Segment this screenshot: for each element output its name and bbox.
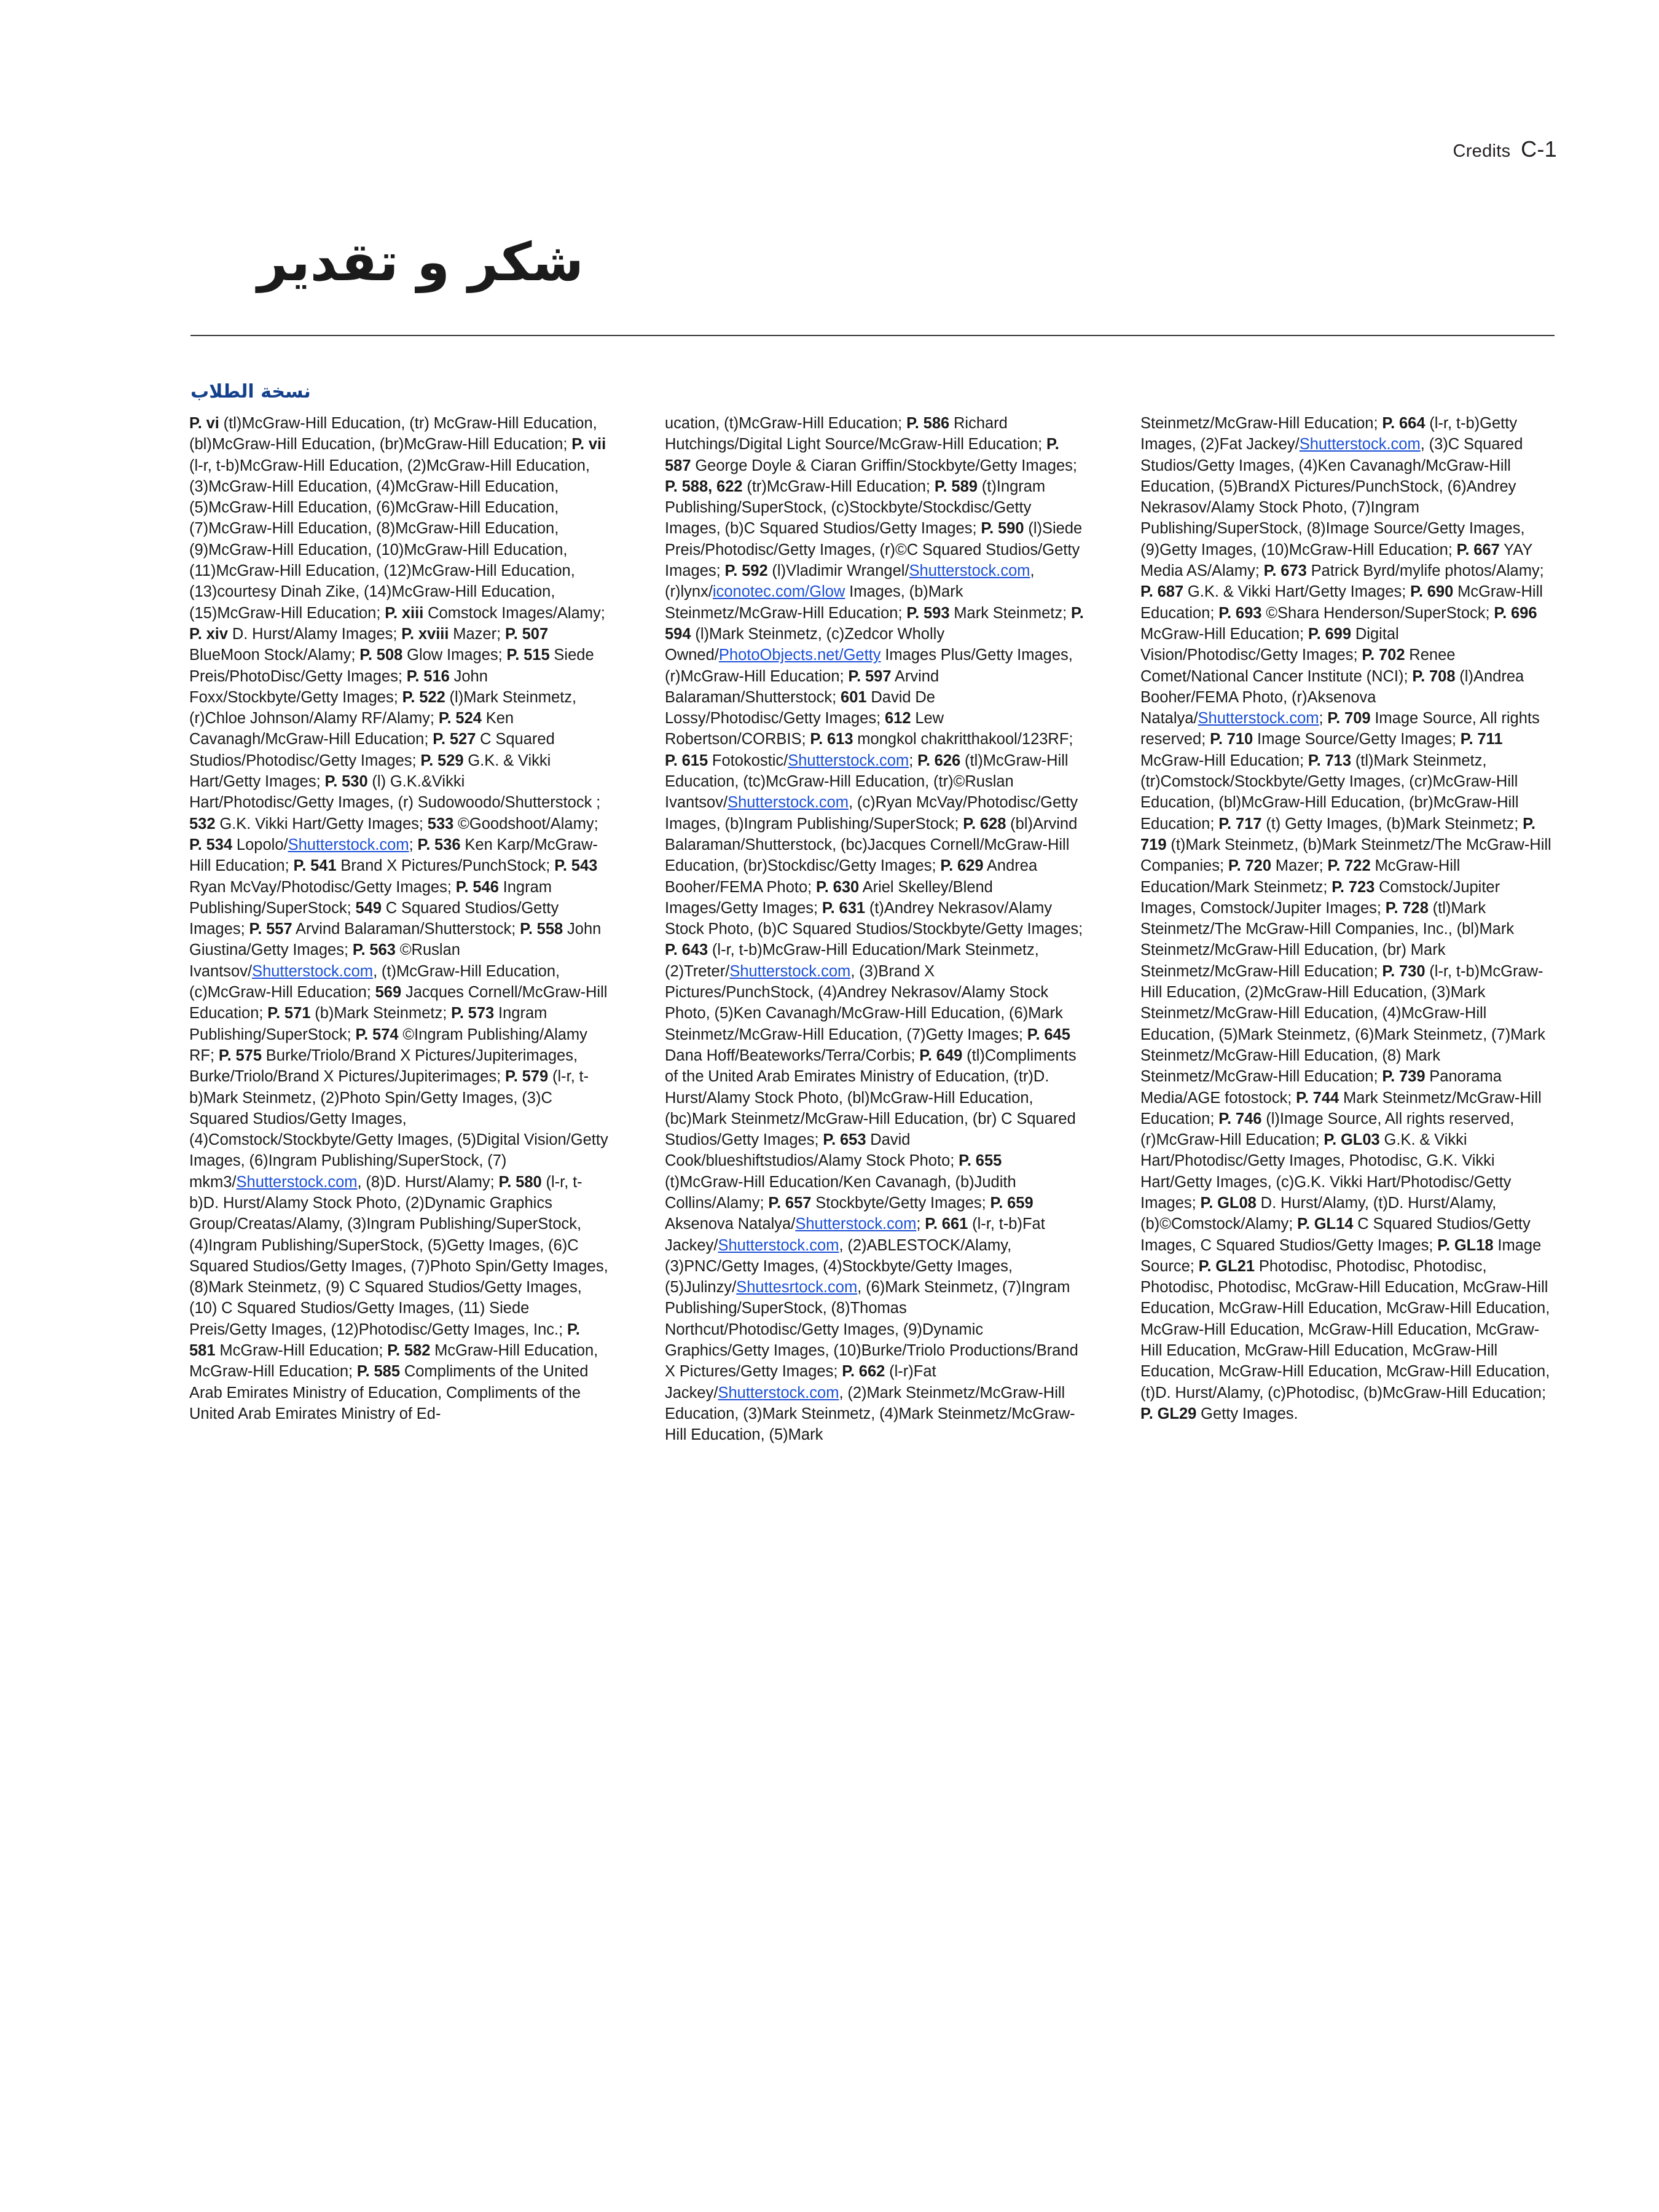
credits-text-3: Steinmetz/McGraw-Hill Education; P. 664 (l-r, t-b)Getty Images, (2)Fat Jackey/Shutterstock.com, (3)C Squared Studios/Getty Images, (4)Ken Cavanagh/McGraw-Hill Education, (5)BrandX Pictures/PunchStock, (6)Andrey Nekrasov/Alamy Stock Photo, (7)Ingram Publishing/SuperStock, (8)Image Source/Getty Images, (9)Getty Images, (10)McGraw-Hill Education; P. 667 YAY Media AS/Alamy; P. 673 Patrick Byrd/mylife photos/Alamy; P. 687 G.K. & Vikki Hart/Getty Images; P. 690 McGraw-Hill Education; P. 693 ©Shara Henderson/SuperStock; P. 696 McGraw-Hill Education; P. 699 Digital Vision/Photodisc/Getty Images; P. 702 Renee Comet/National Cancer Institute (NCI); P. 708 (l)Andrea Booher/FEMA Photo, (r)Aksenova Natalya/Shutterstock.com; P. 709 Image Source, All rights reserved; P. 710 Image Source/Getty Images; P. 711 McGraw-Hill Education; P. 713 (tl)Mark Steinmetz, (tr)Comstock/Stockbyte/Getty Images, (cr)McGraw-Hill Education, (bl)McGraw-Hill Education, (br)McGraw-Hill Education; P. 717 (t) Getty Images, (b)Mark Steinmetz; P. 719 (t)Mark Steinmetz, (b)Mark Steinmetz/The McGraw-Hill Companies; P. 720 Mazer; P. 722 McGraw-Hill Education/Mark Steinmetz; P. 723 Comstock/Jupiter Images, Comstock/Jupiter Images; P. 728 (tl)Mark Steinmetz/The McGraw-Hill Companies, Inc., (bl)Mark Steinmetz/McGraw-Hill Education, (br) Mark Steinmetz/McGraw-Hill Education; P. 730 (l-r, t-b)McGraw-Hill Education, (2)McGraw-Hill Education, (3)Mark Steinmetz/McGraw-Hill Education, (4)McGraw-Hill Education, (5)Mark Steinmetz, (6)Mark Steinmetz, (7)Mark Steinmetz/McGraw-Hill Education, (8) Mark Steinmetz/McGraw-Hill Education; P. 739 Panorama Media/AGE fotostock; P. 744 Mark Steinmetz/McGraw-Hill Education; P. 746 (l)Image Source, All rights reserved, (r)McGraw-Hill Education; P. GL03 G.K. & Vikki Hart/Photodisc/Getty Images, Photodisc, G.K. Vikki Hart/Getty Images, (c)G.K. Vikki Hart/Photodisc/Getty Images; P. GL08 D. Hurst/Alamy, (t)D. Hurst/Alamy, (b)©Comstock/Alamy; P. GL14 C Squared Studios/Getty Images, C Squared Studios/Getty Images; P. GL18 Image Source; P. GL21 Photodisc, Photodisc, Photodisc, Photodisc, Photodisc, McGraw-Hill Education, McGraw-Hill Education, McGraw-Hill Education, McGraw-Hill Education, McGraw-Hill Education, McGraw-Hill Education, McGraw-Hill Education, McGraw-Hill Education, McGraw-Hill Education, McGraw-Hill Education, McGraw-Hill Education, (t)D. Hurst/Alamy, (c)Photodisc, (b)McGraw-Hill Education; P. GL29 Getty Images. (1140, 415, 1551, 1422)
credits-columns (189, 413, 1559, 1446)
credits-column-2 (665, 413, 1084, 1446)
header-page-number: C-1 (1521, 136, 1557, 162)
section-subtitle: نسخة الطلاب (190, 381, 311, 402)
credits-text-2: ucation, (t)McGraw-Hill Education; P. 586 Richard Hutchings/Digital Light Source/McGraw-Hill Education; P. 587 George Doyle & Ciaran Griffin/Stockbyte/Getty Images; P. 588, 622 (tr)McGraw-Hill Education; P. 589 (t)Ingram Publishing/SuperStock, (c)Stockbyte/Stockdisc/Getty Images, (b)C Squared Studios/Getty Images; P. 590 (l)Siede Preis/Photodisc/Getty Images, (r)©C Squared Studios/Getty Images; P. 592 (l)Vladimir Wrangel/Shutterstock.com, (r)lynx/iconotec.com/Glow Images, (b)Mark Steinmetz/McGraw-Hill Education; P. 593 Mark Steinmetz; P. 594 (l)Mark Steinmetz, (c)Zedcor Wholly Owned/PhotoObjects.net/Getty Images Plus/Getty Images, (r)McGraw-Hill Education; P. 597 Arvind Balaraman/Shutterstock; 601 David De Lossy/Photodisc/Getty Images; 612 Lew Robertson/CORBIS; P. 613 mongkol chakritthakool/123RF; P. 615 Fotokostic/Shutterstock.com; P. 626 (tl)McGraw-Hill Education, (tc)McGraw-Hill Education, (tr)©Ruslan Ivantsov/Shutterstock.com, (c)Ryan McVay/Photodisc/Getty Images, (b)Ingram Publishing/SuperStock; P. 628 (bl)Arvind Balaraman/Shutterstock, (bc)Jacques Cornell/McGraw-Hill Education, (br)Stockdisc/Getty Images; P. 629 Andrea Booher/FEMA Photo; P. 630 Ariel Skelley/Blend Images/Getty Images; P. 631 (t)Andrey Nekrasov/Alamy Stock Photo, (b)C Squared Studios/Stockbyte/Getty Images; P. 643 (l-r, t-b)McGraw-Hill Education/Mark Steinmetz, (2)Treter/Shutterstock.com, (3)Brand X Pictures/PunchStock, (4)Andrey Nekrasov/Alamy Stock Photo, (5)Ken Cavanagh/McGraw-Hill Education, (6)Mark Steinmetz/McGraw-Hill Education, (7)Getty Images; P. 645 Dana Hoff/Beateworks/Terra/Corbis; P. 649 (tl)Compliments of the United Arab Emirates Ministry of Education, (tr)D. Hurst/Alamy Stock Photo, (bl)McGraw-Hill Education, (bc)Mark Steinmetz/McGraw-Hill Education, (br) C Squared Studios/Getty Images; P. 653 David Cook/blueshiftstudios/Alamy Stock Photo; P. 655 (t)McGraw-Hill Education/Ken Cavanagh, (b)Judith Collins/Alamy; P. 657 Stockbyte/Getty Images; P. 659 Aksenova Natalya/Shutterstock.com; P. 661 (l-r, t-b)Fat Jackey/Shutterstock.com, (2)ABLESTOCK/Alamy, (3)PNC/Getty Images, (4)Stockbyte/Getty Images, (5)Julinzy/Shuttesrtock.com, (6)Mark Steinmetz, (7)Ingram Publishing/SuperStock, (8)Thomas Northcut/Photodisc/Getty Images, (9)Dynamic Graphics/Getty Images, (10)Burke/Triolo Productions/Brand X Pictures/Getty Images; P. 662 (l-r)Fat Jackey/Shutterstock.com, (2)Mark Steinmetz/McGraw-Hill Education, (3)Mark Steinmetz, (4)Mark Steinmetz/McGraw-Hill Education, (5)Mark (665, 415, 1084, 1444)
page-title: شكر و تقدير (257, 232, 584, 293)
credits-text-1: P. vi (tl)McGraw-Hill Education, (tr) McGraw-Hill Education, (bl)McGraw-Hill Education, (br)McGraw-Hill Education; P. vii (l-r, t-b)McGraw-Hill Education, (2)McGraw-Hill Education, (3)McGraw-Hill Education, (4)McGraw-Hill Education, (5)McGraw-Hill Education, (6)McGraw-Hill Education, (7)McGraw-Hill Education, (8)McGraw-Hill Education, (9)McGraw-Hill Education, (10)McGraw-Hill Education, (11)McGraw-Hill Education, (12)McGraw-Hill Education, (13)courtesy Dinah Zike, (14)McGraw-Hill Education, (15)McGraw-Hill Education; P. xiii Comstock Images/Alamy; P. xiv D. Hurst/Alamy Images; P. xviii Mazer; P. 507 BlueMoon Stock/Alamy; P. 508 Glow Images; P. 515 Siede Preis/PhotoDisc/Getty Images; P. 516 John Foxx/Stockbyte/Getty Images; P. 522 (l)Mark Steinmetz, (r)Chloe Johnson/Alamy RF/Alamy; P. 524 Ken Cavanagh/McGraw-Hill Education; P. 527 C Squared Studios/Photodisc/Getty Images; P. 529 G.K. & Vikki Hart/Getty Images; P. 530 (l) G.K.&Vikki Hart/Photodisc/Getty Images, (r) Sudowoodo/Shutterstock ; 532 G.K. Vikki Hart/Getty Images; 533 ©Goodshoot/Alamy; P. 534 Lopolo/Shutterstock.com; P. 536 Ken Karp/McGraw-Hill Education; P. 541 Brand X Pictures/PunchStock; P. 543 Ryan McVay/Photodisc/Getty Images; P. 546 Ingram Publishing/SuperStock; 549 C Squared Studios/Getty Images; P. 557 Arvind Balaraman/Shutterstock; P. 558 John Giustina/Getty Images; P. 563 ©Ruslan Ivantsov/Shutterstock.com, (t)McGraw-Hill Education, (c)McGraw-Hill Education; 569 Jacques Cornell/McGraw-Hill Education; P. 571 (b)Mark Steinmetz; P. 573 Ingram Publishing/SuperStock; P. 574 ©Ingram Publishing/Alamy RF; P. 575 Burke/Triolo/Brand X Pictures/Jupiterimages, Burke/Triolo/Brand X Pictures/Jupiterimages; P. 579 (l-r, t-b)Mark Steinmetz, (2)Photo Spin/Getty Images, (3)C Squared Studios/Getty Images, (4)Comstock/Stockbyte/Getty Images, (5)Digital Vision/Getty Images, (6)Ingram Publishing/SuperStock, (7) mkm3/Shutterstock.com, (8)D. Hurst/Alamy; P. 580 (l-r, t-b)D. Hurst/Alamy Stock Photo, (2)Dynamic Graphics Group/Creatas/Alamy, (3)Ingram Publishing/SuperStock, (4)Ingram Publishing/SuperStock, (5)Getty Images, (6)C Squared Studios/Getty Images, (7)Photo Spin/Getty Images, (8)Mark Steinmetz, (9) C Squared Studios/Getty Images, (10) C Squared Studios/Getty Images, (11) Siede Preis/Getty Images, (12)Photodisc/Getty Images, Inc.; P. 581 McGraw-Hill Education; P. 582 McGraw-Hill Education, McGraw-Hill Education; P. 585 Compliments of the United Arab Emirates Ministry of Education, Compliments of the United Arab Emirates Ministry of Ed- (189, 415, 608, 1422)
page-header (1453, 136, 1557, 162)
credits-column-3 (1140, 413, 1559, 1446)
credits-column-1 (189, 413, 608, 1446)
title-divider (190, 335, 1555, 336)
header-label: Credits (1453, 141, 1511, 161)
